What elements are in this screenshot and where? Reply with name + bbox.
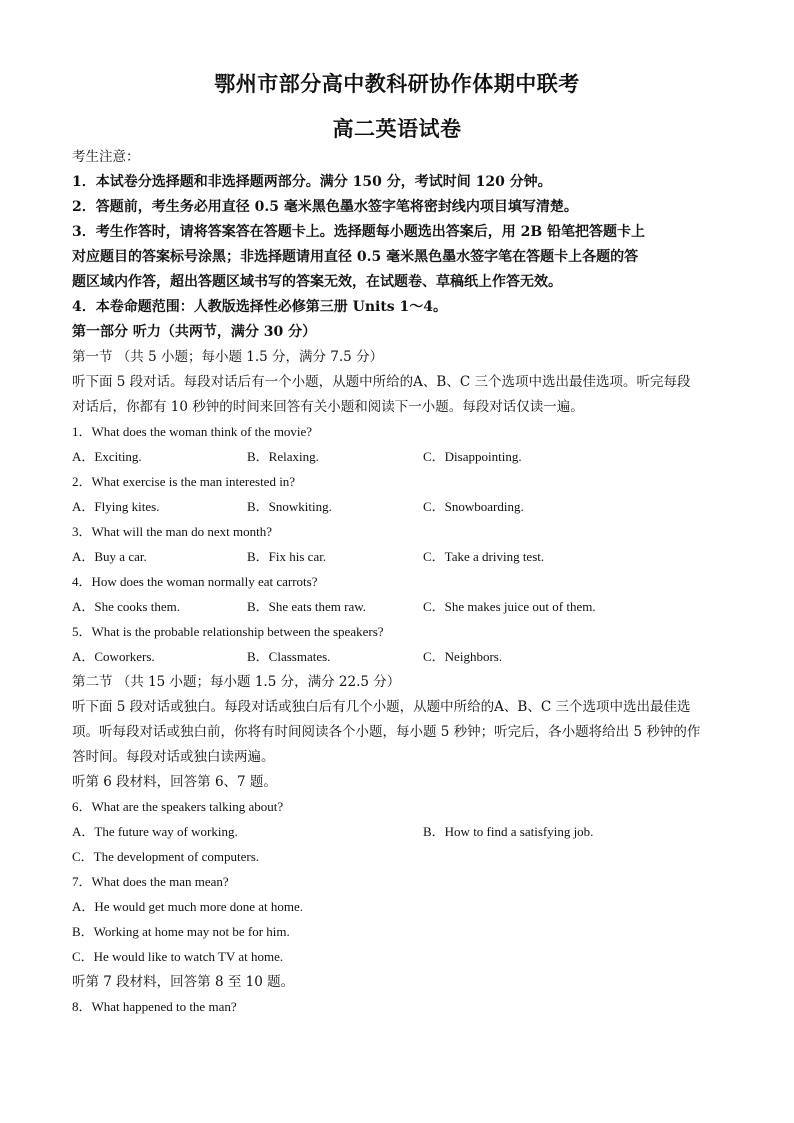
notice-item-3-line-2: 对应题目的答案标号涂黑；非选择题请用直径 0.5 毫米黑色墨水签字笔在答题卡上各题的答 — [72, 249, 639, 265]
section2-instruction-1: 听下面 5 段对话或独白。每段对话或独白后有几个小题，从题中所给的A、B、C 三个选项中选出最佳选 — [72, 699, 691, 715]
question-text: 5．What is the probable relationship between the speakers? — [72, 624, 384, 639]
material-6-note: 听第 6 段材料，回答第 6、7 题。 — [72, 774, 277, 790]
option-c: C．He would like to watch TV at home. — [72, 949, 284, 964]
section1-instruction-2: 对话后，你都有 10 秒钟的时间来回答有关小题和阅读下一小题。每段对话仅读一遍。 — [72, 399, 584, 415]
section2-instruction-2: 项。听每段对话或独白前，你将有时间阅读各个小题，每小题 5 秒钟；听完后，各小题将给出 5 秒钟的作 — [72, 724, 701, 740]
section2-instruction-3: 答时间。每段对话或独白读两遍。 — [72, 749, 275, 765]
notice-heading: 考生注意： — [72, 149, 140, 165]
question-text: 6．What are the speakers talking about? — [72, 799, 284, 814]
question-options — [72, 647, 732, 667]
option-c: C．Take a driving test. — [423, 549, 545, 564]
option-b: B．How to find a satisfying job. — [423, 824, 594, 839]
question-options — [72, 947, 732, 967]
option-c: C．Snowboarding. — [423, 499, 524, 514]
question-options — [72, 597, 732, 617]
question-options — [72, 822, 732, 842]
option-c: C．Disappointing. — [423, 449, 522, 464]
option-b: B．Classmates. — [247, 649, 331, 664]
question-options — [72, 847, 732, 867]
question-text: 4．How does the woman normally eat carrots? — [72, 574, 318, 589]
option-b: B．Fix his car. — [247, 549, 327, 564]
option-a: A．He would get much more done at home. — [72, 899, 304, 914]
option-b: B．She eats them raw. — [247, 599, 367, 614]
option-a: A．Exciting. — [72, 449, 142, 464]
section2-heading: 第二节 （共 15 小题；每小题 1.5 分，满分 22.5 分） — [72, 674, 401, 690]
part1-heading: 第一部分 听力（共两节，满分 30 分） — [72, 324, 317, 340]
option-b: B．Snowkiting. — [247, 499, 332, 514]
option-b: B．Working at home may not be for him. — [72, 924, 290, 939]
option-a: A．Flying kites. — [72, 499, 160, 514]
option-a: A．Buy a car. — [72, 549, 147, 564]
question-options — [72, 922, 732, 942]
notice-item-3-line-3: 题区域内作答，超出答题区域书写的答案无效，在试题卷、草稿纸上作答无效。 — [72, 274, 562, 290]
question-options — [72, 897, 732, 917]
option-a: A．The future way of working. — [72, 824, 238, 839]
option-a: A．Coworkers. — [72, 649, 155, 664]
option-a: A．She cooks them. — [72, 599, 180, 614]
question-text: 1．What does the woman think of the movie? — [72, 424, 313, 439]
option-c: C．The development of computers. — [72, 849, 260, 864]
material-7-note: 听第 7 段材料，回答第 8 至 10 题。 — [72, 974, 295, 990]
notice-item-2: 2．答题前，考生务必用直径 0.5 毫米黑色墨水签字笔将密封线内项目填写清楚。 — [72, 199, 578, 215]
notice-item-4: 4．本卷命题范围：人教版选择性必修第三册 Units 1～4。 — [72, 299, 448, 315]
section1-heading: 第一节 （共 5 小题；每小题 1.5 分，满分 7.5 分） — [72, 349, 384, 365]
question-text: 2．What exercise is the man interested in? — [72, 474, 296, 489]
exam-subtitle: 高二英语试卷 — [332, 116, 462, 141]
question-options — [72, 547, 732, 567]
option-b: B．Relaxing. — [247, 449, 319, 464]
option-c: C．Neighbors. — [423, 649, 503, 664]
section1-instruction-1: 听下面 5 段对话。每段对话后有一个小题，从题中所给的A、B、C 三个选项中选出最佳选项。听完每段 — [72, 374, 691, 390]
option-c: C．She makes juice out of them. — [423, 599, 596, 614]
question-options — [72, 497, 732, 517]
question-text: 8．What happened to the man? — [72, 999, 237, 1014]
notice-item-1: 1．本试卷分选择题和非选择题两部分。满分 150 分，考试时间 120 分钟。 — [72, 174, 552, 190]
question-options — [72, 447, 732, 467]
question-text: 3．What will the man do next month? — [72, 524, 273, 539]
question-text: 7．What does the man mean? — [72, 874, 229, 889]
notice-item-3-line-1: 3．考生作答时，请将答案答在答题卡上。选择题每小题选出答案后，用 2B 铅笔把答题卡上 — [72, 224, 646, 240]
exam-title: 鄂州市部分高中教科研协作体期中联考 — [214, 71, 580, 96]
